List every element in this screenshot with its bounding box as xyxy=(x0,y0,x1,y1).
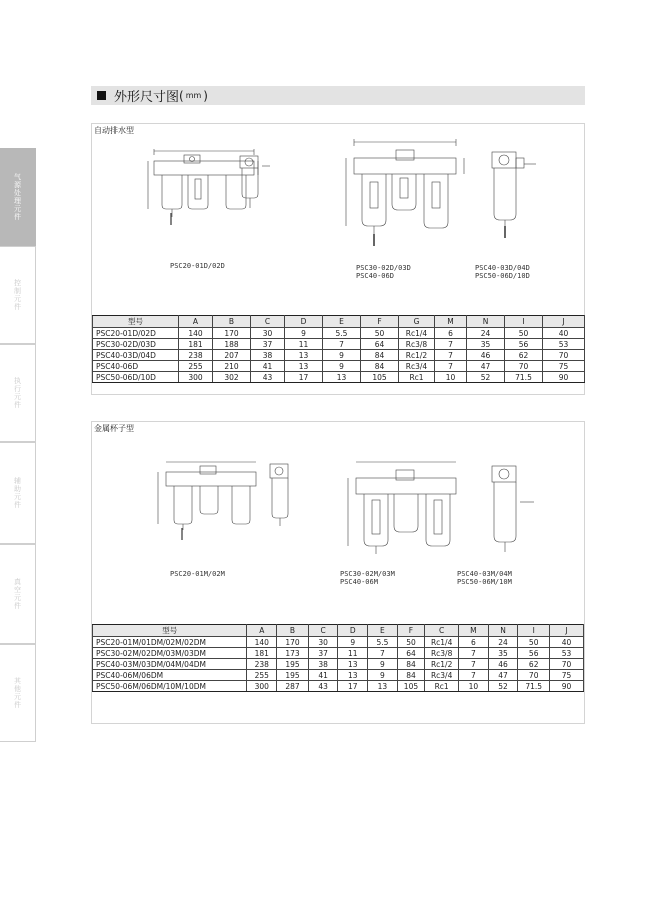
table-cell: 7 xyxy=(459,670,489,681)
table-cell: 41 xyxy=(308,670,338,681)
table-cell: 11 xyxy=(285,339,323,350)
table-cell: Rc3/4 xyxy=(425,670,459,681)
table-cell: 30 xyxy=(251,328,285,339)
table-cell: 71.5 xyxy=(505,372,543,383)
table-cell: Rc1/2 xyxy=(425,659,459,670)
table-cell: 70 xyxy=(518,670,550,681)
table-cell: 210 xyxy=(213,361,251,372)
frl-medium-side-drawing xyxy=(480,148,540,244)
table-cell: 50 xyxy=(361,328,399,339)
drawing-caption: PSC40-03D/04D xyxy=(475,264,530,272)
side-tab-control[interactable]: 控制元件 xyxy=(0,246,36,344)
column-header: D xyxy=(338,625,368,637)
drawing-caption: PSC20-01D/02D xyxy=(170,262,225,270)
table-cell: 50 xyxy=(505,328,543,339)
table-row xyxy=(93,648,584,659)
frl-metal-medium-drawing xyxy=(344,458,474,558)
table-cell: 17 xyxy=(285,372,323,383)
table-cell: 7 xyxy=(323,339,361,350)
table-cell: 17 xyxy=(338,681,368,692)
side-tab-air-treatment[interactable]: 气源处理元件 xyxy=(0,148,36,246)
table-cell: 50 xyxy=(397,637,425,648)
table-row xyxy=(93,681,584,692)
spec-table-auto-drain xyxy=(92,315,585,383)
table-cell: 75 xyxy=(543,361,585,372)
table-cell: 70 xyxy=(550,659,584,670)
column-header: 型号 xyxy=(93,625,247,637)
table-cell: 84 xyxy=(397,670,425,681)
table-cell: Rc3/8 xyxy=(399,339,435,350)
table-cell: 52 xyxy=(467,372,505,383)
table-cell: 195 xyxy=(277,659,309,670)
column-header: C xyxy=(425,625,459,637)
table-cell: 84 xyxy=(361,350,399,361)
table-cell: 13 xyxy=(285,350,323,361)
column-header: E xyxy=(368,625,398,637)
drawing-caption: PSC40-06M xyxy=(340,578,378,586)
table-cell: 207 xyxy=(213,350,251,361)
table-cell: 9 xyxy=(323,350,361,361)
table-row xyxy=(93,659,584,670)
table-row xyxy=(93,339,585,350)
column-header: I xyxy=(518,625,550,637)
column-header: M xyxy=(435,316,467,328)
table-cell: 9 xyxy=(368,670,398,681)
spec-table-metal-bowl xyxy=(92,624,584,692)
table-cell: Rc1 xyxy=(425,681,459,692)
model-cell: PSC40-03M/03DM/04M/04DM xyxy=(93,659,247,670)
unit-close-paren: ) xyxy=(203,88,208,103)
table-cell: 9 xyxy=(368,659,398,670)
table-cell: 38 xyxy=(308,659,338,670)
column-header: C xyxy=(251,316,285,328)
table-cell: 7 xyxy=(459,659,489,670)
table-cell: 75 xyxy=(550,670,584,681)
table-cell: 195 xyxy=(277,670,309,681)
side-tab-strip xyxy=(0,148,37,742)
table-row xyxy=(93,670,584,681)
table-cell: 56 xyxy=(505,339,543,350)
frl-medium-drawing xyxy=(340,138,475,250)
drawing-caption: PSC50-06D/10D xyxy=(475,272,530,280)
table-cell: 287 xyxy=(277,681,309,692)
table-cell: 300 xyxy=(247,681,277,692)
table-cell: 105 xyxy=(361,372,399,383)
column-header: C xyxy=(308,625,338,637)
table-cell: 37 xyxy=(251,339,285,350)
table-header-row xyxy=(93,316,585,328)
model-cell: PSC20-01D/02D xyxy=(93,328,179,339)
table-cell: 43 xyxy=(251,372,285,383)
table-cell: 300 xyxy=(179,372,213,383)
table-cell: 105 xyxy=(397,681,425,692)
table-cell: 90 xyxy=(543,372,585,383)
table-cell: 7 xyxy=(435,339,467,350)
side-tab-auxiliary[interactable]: 辅助元件 xyxy=(0,442,36,544)
table-cell: 70 xyxy=(505,361,543,372)
header-square-icon xyxy=(97,91,106,100)
table-cell: 46 xyxy=(467,350,505,361)
column-header: J xyxy=(543,316,585,328)
table-cell: 173 xyxy=(277,648,309,659)
table-cell: 40 xyxy=(543,328,585,339)
table-cell: 50 xyxy=(518,637,550,648)
table-row xyxy=(93,350,585,361)
model-cell: PSC50-06M/06DM/10M/10DM xyxy=(93,681,247,692)
column-header: A xyxy=(247,625,277,637)
model-cell: PSC40-06M/06DM xyxy=(93,670,247,681)
model-cell: PSC30-02D/03D xyxy=(93,339,179,350)
unit-open-paren: ( xyxy=(179,88,184,103)
section-header xyxy=(91,86,585,105)
table-cell: Rc3/4 xyxy=(399,361,435,372)
table-cell: 47 xyxy=(488,670,518,681)
table-cell: 181 xyxy=(247,648,277,659)
table-cell: 62 xyxy=(505,350,543,361)
table-row xyxy=(93,372,585,383)
table-cell: 41 xyxy=(251,361,285,372)
column-header: 型号 xyxy=(93,316,179,328)
table-cell: 13 xyxy=(285,361,323,372)
model-cell: PSC40-03D/04D xyxy=(93,350,179,361)
side-tab-actuator[interactable]: 执行元件 xyxy=(0,344,36,442)
table-cell: 10 xyxy=(459,681,489,692)
drawing-caption: PSC20-01M/02M xyxy=(170,570,225,578)
table-cell: 35 xyxy=(467,339,505,350)
table-header-row xyxy=(93,625,584,637)
table-cell: 11 xyxy=(338,648,368,659)
table-cell: 7 xyxy=(368,648,398,659)
frl-metal-medium-side-drawing xyxy=(480,462,540,558)
table-cell: 71.5 xyxy=(518,681,550,692)
table-cell: 302 xyxy=(213,372,251,383)
table-cell: 24 xyxy=(488,637,518,648)
table-cell: 53 xyxy=(543,339,585,350)
table-cell: 35 xyxy=(488,648,518,659)
table-cell: 7 xyxy=(435,350,467,361)
model-cell: PSC50-06D/10D xyxy=(93,372,179,383)
table-cell: 238 xyxy=(179,350,213,361)
table-row xyxy=(93,361,585,372)
side-tab-other[interactable]: 其他元件 xyxy=(0,644,36,742)
section-auto-drain xyxy=(91,123,585,395)
table-cell: 5.5 xyxy=(368,637,398,648)
drawing-caption: PSC40-03M/04M xyxy=(457,570,512,578)
table-cell: 52 xyxy=(488,681,518,692)
table-cell: 64 xyxy=(361,339,399,350)
column-header: N xyxy=(467,316,505,328)
table-cell: 6 xyxy=(459,637,489,648)
table-cell: 47 xyxy=(467,361,505,372)
table-cell: 10 xyxy=(435,372,467,383)
table-cell: 140 xyxy=(179,328,213,339)
table-cell: 13 xyxy=(338,659,368,670)
model-cell: PSC40-06D xyxy=(93,361,179,372)
column-header: B xyxy=(277,625,309,637)
table-cell: 9 xyxy=(338,637,368,648)
section-metal-bowl xyxy=(91,421,585,724)
table-cell: 255 xyxy=(247,670,277,681)
table-body xyxy=(93,328,585,383)
side-tab-vacuum[interactable]: 真空元件 xyxy=(0,544,36,644)
table-cell: 181 xyxy=(179,339,213,350)
model-cell: PSC30-02M/02DM/03M/03DM xyxy=(93,648,247,659)
table-cell: Rc1 xyxy=(399,372,435,383)
table-cell: 70 xyxy=(543,350,585,361)
column-header: F xyxy=(397,625,425,637)
section-label: 自动排水型 xyxy=(94,126,134,135)
unit-label: mm xyxy=(185,91,202,100)
table-cell: 170 xyxy=(213,328,251,339)
table-cell: 140 xyxy=(247,637,277,648)
frl-metal-small-side-drawing xyxy=(262,460,302,530)
table-cell: 84 xyxy=(361,361,399,372)
column-header: I xyxy=(505,316,543,328)
table-cell: 238 xyxy=(247,659,277,670)
table-cell: 64 xyxy=(397,648,425,659)
table-cell: Rc1/2 xyxy=(399,350,435,361)
table-row xyxy=(93,328,585,339)
drawing-caption: PSC50-06M/10M xyxy=(457,578,512,586)
table-cell: Rc3/8 xyxy=(425,648,459,659)
table-cell: 56 xyxy=(518,648,550,659)
table-cell: 90 xyxy=(550,681,584,692)
column-header: F xyxy=(361,316,399,328)
column-header: M xyxy=(459,625,489,637)
table-cell: 84 xyxy=(397,659,425,670)
table-cell: Rc1/4 xyxy=(399,328,435,339)
column-header: A xyxy=(179,316,213,328)
table-row xyxy=(93,637,584,648)
table-cell: 13 xyxy=(323,372,361,383)
table-cell: 62 xyxy=(518,659,550,670)
drawing-caption: PSC30-02M/03M xyxy=(340,570,395,578)
table-cell: 188 xyxy=(213,339,251,350)
table-cell: 7 xyxy=(459,648,489,659)
table-cell: 38 xyxy=(251,350,285,361)
column-header: N xyxy=(488,625,518,637)
table-cell: 5.5 xyxy=(323,328,361,339)
column-header: E xyxy=(323,316,361,328)
table-cell: Rc1/4 xyxy=(425,637,459,648)
drawing-caption: PSC30-02D/03D xyxy=(356,264,411,272)
table-cell: 6 xyxy=(435,328,467,339)
table-cell: 30 xyxy=(308,637,338,648)
table-body xyxy=(93,637,584,692)
table-cell: 7 xyxy=(435,361,467,372)
table-cell: 13 xyxy=(338,670,368,681)
table-cell: 255 xyxy=(179,361,213,372)
frl-small-side-drawing xyxy=(232,152,272,212)
table-cell: 170 xyxy=(277,637,309,648)
table-cell: 9 xyxy=(285,328,323,339)
table-cell: 13 xyxy=(368,681,398,692)
model-cell: PSC20-01M/01DM/02M/02DM xyxy=(93,637,247,648)
column-header: B xyxy=(213,316,251,328)
column-header: J xyxy=(550,625,584,637)
table-cell: 46 xyxy=(488,659,518,670)
column-header: G xyxy=(399,316,435,328)
column-header: D xyxy=(285,316,323,328)
section-label: 金属杯子型 xyxy=(94,424,134,433)
table-cell: 40 xyxy=(550,637,584,648)
table-cell: 43 xyxy=(308,681,338,692)
table-cell: 53 xyxy=(550,648,584,659)
page-title: 外形尺寸图 xyxy=(114,90,180,105)
table-cell: 24 xyxy=(467,328,505,339)
drawing-caption: PSC40-06D xyxy=(356,272,394,280)
table-cell: 9 xyxy=(323,361,361,372)
table-cell: 37 xyxy=(308,648,338,659)
